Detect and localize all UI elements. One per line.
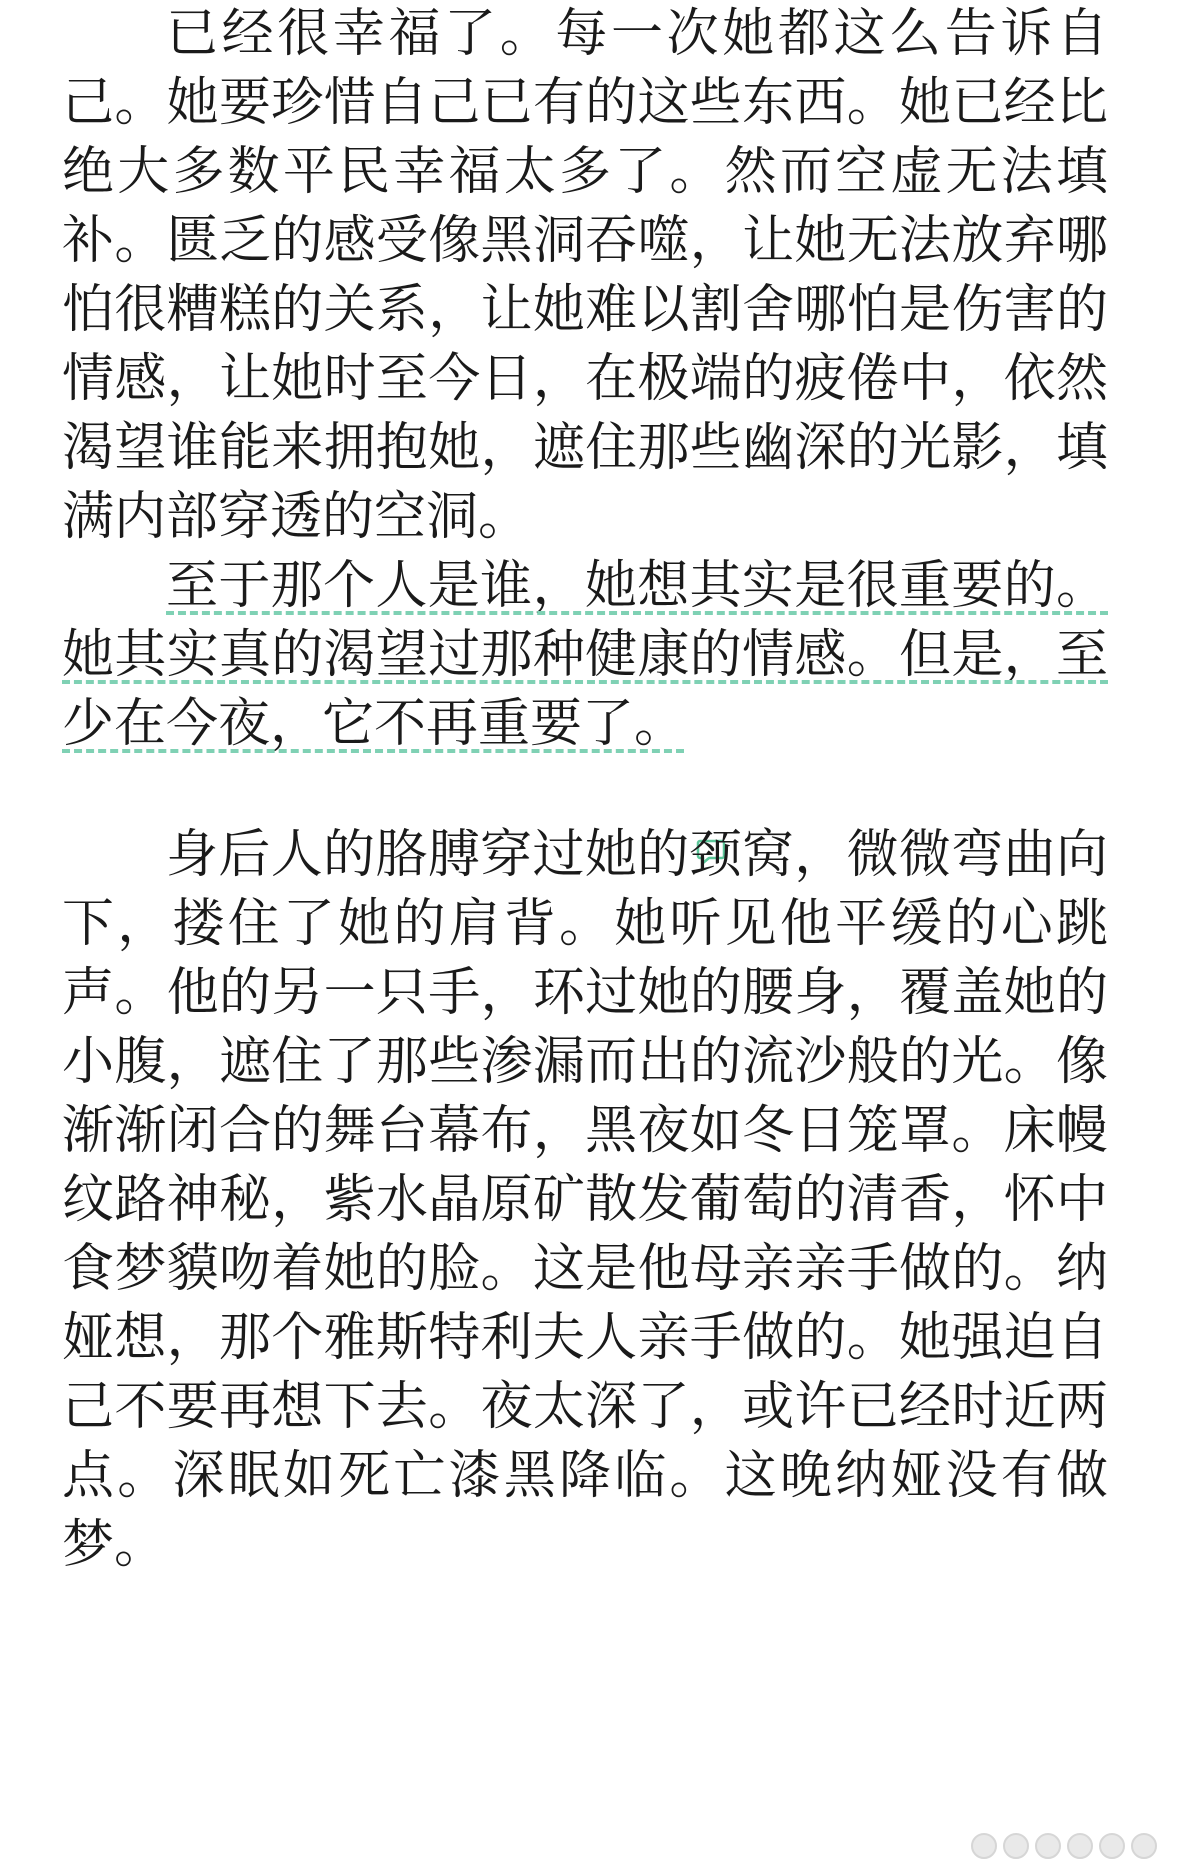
highlighted-text-line[interactable]: 她其实真的渴望过那种健康的情感。但是，至 xyxy=(62,625,1108,685)
text-line: 下，搂住了她的肩背。她听见他平缓的心跳 xyxy=(62,894,1108,954)
text-line: 怕很糟糕的关系，让她难以割舍哪怕是伤害的 xyxy=(62,280,1108,340)
text-line: 满内部穿透的空洞。 xyxy=(62,487,531,547)
platform-watermark-icon xyxy=(971,1833,1157,1859)
highlight-underline xyxy=(62,749,684,753)
watermark-dot-icon xyxy=(1035,1833,1061,1859)
text-line: 食梦貘吻着她的脸。这是他母亲亲手做的。纳 xyxy=(62,1239,1108,1299)
text-line: 情感，让她时至今日，在极端的疲倦中，依然 xyxy=(62,349,1108,409)
text-line: 渴望谁能来拥抱她，遮住那些幽深的光影，填 xyxy=(62,418,1108,478)
watermark-dot-icon xyxy=(1067,1833,1093,1859)
text-line: 补。匮乏的感受像黑洞吞噬，让她无法放弃哪 xyxy=(62,211,1108,271)
watermark-dot-icon xyxy=(1003,1833,1029,1859)
watermark-dot-icon xyxy=(971,1833,997,1859)
highlighted-text-line[interactable]: 少在今夜，它不再重要了。 xyxy=(62,694,687,754)
text-line: 己不要再想下去。夜太深了，或许已经时近两 xyxy=(62,1377,1108,1437)
text-line: 身后人的胳膊穿过她的颈窝，微微弯曲向 xyxy=(166,825,1108,885)
text-line: 声。他的另一只手，环过她的腰身，覆盖她的 xyxy=(62,963,1108,1023)
text-line: 小腹，遮住了那些渗漏而出的流沙般的光。像 xyxy=(62,1032,1108,1092)
highlighted-text-line[interactable]: 至于那个人是谁，她想其实是很重要的。 xyxy=(166,556,1108,616)
text-line: 梦。 xyxy=(62,1515,167,1575)
text-line: 纹路神秘，紫水晶原矿散发葡萄的清香，怀中 xyxy=(62,1170,1108,1230)
text-line: 点。深眠如死亡漆黑降临。这晚纳娅没有做 xyxy=(62,1446,1108,1506)
text-line: 渐渐闭合的舞台幕布，黑夜如冬日笼罩。床幔 xyxy=(62,1101,1108,1161)
text-line: 娅想，那个雅斯特利夫人亲手做的。她强迫自 xyxy=(62,1308,1108,1368)
text-line: 己。她要珍惜自己已有的这些东西。她已经比 xyxy=(62,73,1108,133)
text-line: 绝大多数平民幸福太多了。然而空虚无法填 xyxy=(62,142,1108,202)
watermark-dot-icon xyxy=(1131,1833,1157,1859)
text-line: 已经很幸福了。每一次她都这么告诉自 xyxy=(166,4,1108,64)
watermark-dot-icon xyxy=(1099,1833,1125,1859)
